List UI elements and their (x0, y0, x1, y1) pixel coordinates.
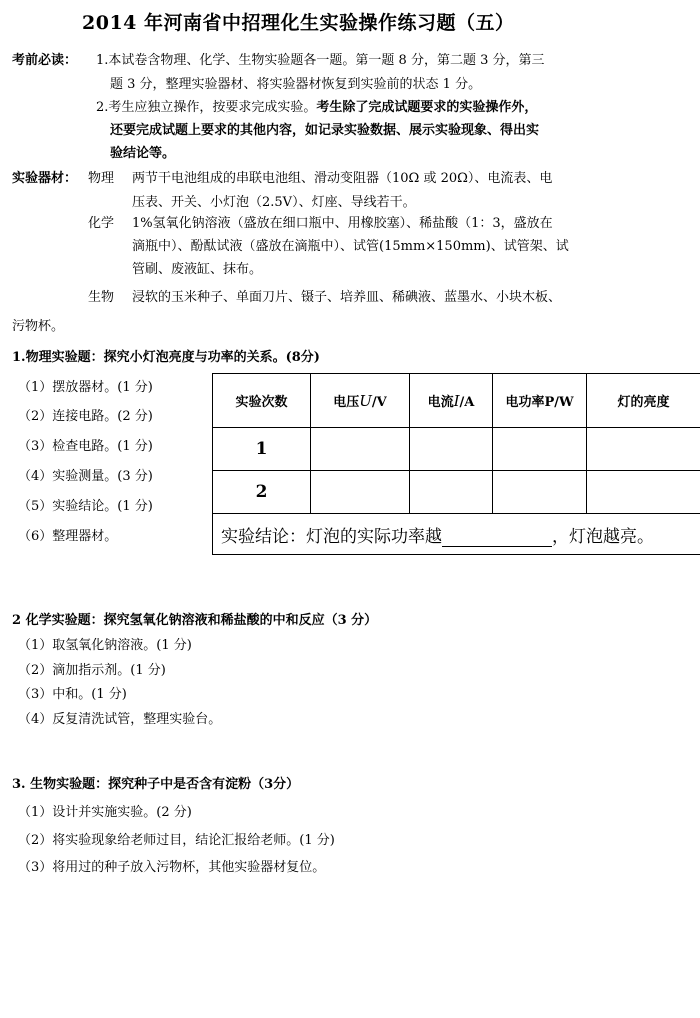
header-brightness: 灯的亮度 (587, 374, 700, 428)
conclusion-suffix: ，灯泡越亮。 (552, 526, 654, 547)
chemistry-equipment-line-2: 滴瓶中）、酚酞试液（盛放在滴瓶中）、试管(15mm×150mm)、试管架、试 (132, 239, 569, 254)
physics-step: （4）实验测量。(3 分) (18, 469, 153, 484)
equipment-label: 实验器材： (12, 171, 78, 186)
physics-step: （5）实验结论。(1 分) (18, 499, 153, 514)
current-symbol: I (453, 392, 460, 410)
brightness-cell[interactable] (587, 471, 700, 514)
physics-equipment-line-2: 压表、开关、小灯泡（2.5V）、灯座、导线若干。 (132, 195, 416, 210)
biology-heading: 3. 生物实验题：探究种子中是否含有淀粉（3分） (12, 777, 300, 792)
biology-equipment-label: 生物 (88, 290, 115, 305)
notice-line-3-normal: 2.考生应独立操作，按要求完成实验。 (96, 100, 317, 115)
conclusion-blank[interactable] (442, 529, 552, 547)
notice-line-2: 题 3 分，整理实验器材、将实验器材恢复到实验前的状态 1 分。 (110, 77, 482, 92)
trial-number: 2 (213, 471, 311, 514)
physics-step: （6）整理器材。 (18, 529, 118, 544)
chemistry-heading: 2 化学实验题：探究氢氧化钠溶液和稀盐酸的中和反应（3 分） (12, 613, 378, 628)
notice-line-1: 1.本试卷含物理、化学、生物实验题各一题。第一题 8 分，第二题 3 分，第三 (96, 53, 545, 68)
notice-line-5: 验结论等。 (110, 146, 176, 161)
chemistry-step: （3）中和。(1 分) (18, 687, 127, 702)
chemistry-step: （1）取氢氧化钠溶液。(1 分) (18, 638, 192, 653)
current-unit: /A (459, 395, 475, 410)
current-label: 电流 (427, 395, 454, 410)
physics-equipment-label: 物理 (88, 171, 115, 186)
physics-heading: 1.物理实验题：探究小灯泡亮度与功率的关系。(8分) (12, 350, 320, 365)
voltage-cell[interactable] (311, 471, 410, 514)
power-cell[interactable] (493, 428, 587, 471)
table-header-row (213, 374, 700, 428)
trial-number: 1 (213, 428, 311, 471)
notice-line-4: 还要完成试题上要求的其他内容，如记录实验数据、展示实验现象、得出实 (110, 123, 540, 138)
chemistry-step: （4）反复清洗试管，整理实验台。 (18, 712, 222, 727)
page-title: 2014 年河南省中招理化生实验操作练习题（五） (82, 12, 515, 34)
chemistry-equipment-label: 化学 (88, 216, 115, 231)
voltage-unit: /V (371, 395, 387, 410)
physics-data-table (212, 373, 700, 555)
physics-step: （2）连接电路。(2 分) (18, 409, 153, 424)
voltage-label: 电压 (333, 395, 360, 410)
biology-step: （1）设计并实施实验。(2 分) (18, 805, 192, 820)
table-row (213, 428, 700, 471)
brightness-cell[interactable] (587, 428, 700, 471)
power-cell[interactable] (493, 471, 587, 514)
header-voltage (311, 374, 410, 428)
voltage-symbol: U (359, 392, 372, 410)
notice-line-3 (96, 99, 537, 117)
notice-line-3-bold: 考生除了完成试题要求的实验操作外， (316, 100, 538, 115)
physics-equipment-line-1: 两节干电池组成的串联电池组、滑动变阻器（10Ω 或 20Ω）、电流表、电 (132, 171, 553, 186)
header-trial-count: 实验次数 (213, 374, 311, 428)
chemistry-equipment-line-3: 管刷、废液缸、抹布。 (132, 262, 263, 277)
physics-step: （1）摆放器材。(1 分) (18, 380, 153, 395)
voltage-cell[interactable] (311, 428, 410, 471)
current-cell[interactable] (410, 428, 493, 471)
conclusion-row (213, 514, 700, 555)
chemistry-equipment-line-1: 1%氢氧化钠溶液（盛放在细口瓶中、用橡胶塞）、稀盐酸（1：3，盛放在 (132, 216, 553, 231)
notice-label: 考前必读： (12, 53, 78, 68)
current-cell[interactable] (410, 471, 493, 514)
biology-step: （2）将实验现象给老师过目，结论汇报给老师。(1 分) (18, 833, 335, 848)
conclusion-cell (213, 514, 700, 555)
biology-equipment-line-1: 浸软的玉米种子、单面刀片、镊子、培养皿、稀碘液、蓝墨水、小块木板、 (132, 290, 562, 305)
conclusion-prefix: 实验结论：灯泡的实际功率越 (221, 526, 442, 547)
physics-step: （3）检查电路。(1 分) (18, 439, 153, 454)
biology-equipment-line-2: 污物杯。 (12, 319, 65, 334)
biology-step: （3）将用过的种子放入污物杯，其他实验器材复位。 (18, 860, 326, 875)
header-power: 电功率P/W (493, 374, 587, 428)
chemistry-step: （2）滴加指示剂。(1 分) (18, 663, 166, 678)
header-current (410, 374, 493, 428)
table-row (213, 471, 700, 514)
